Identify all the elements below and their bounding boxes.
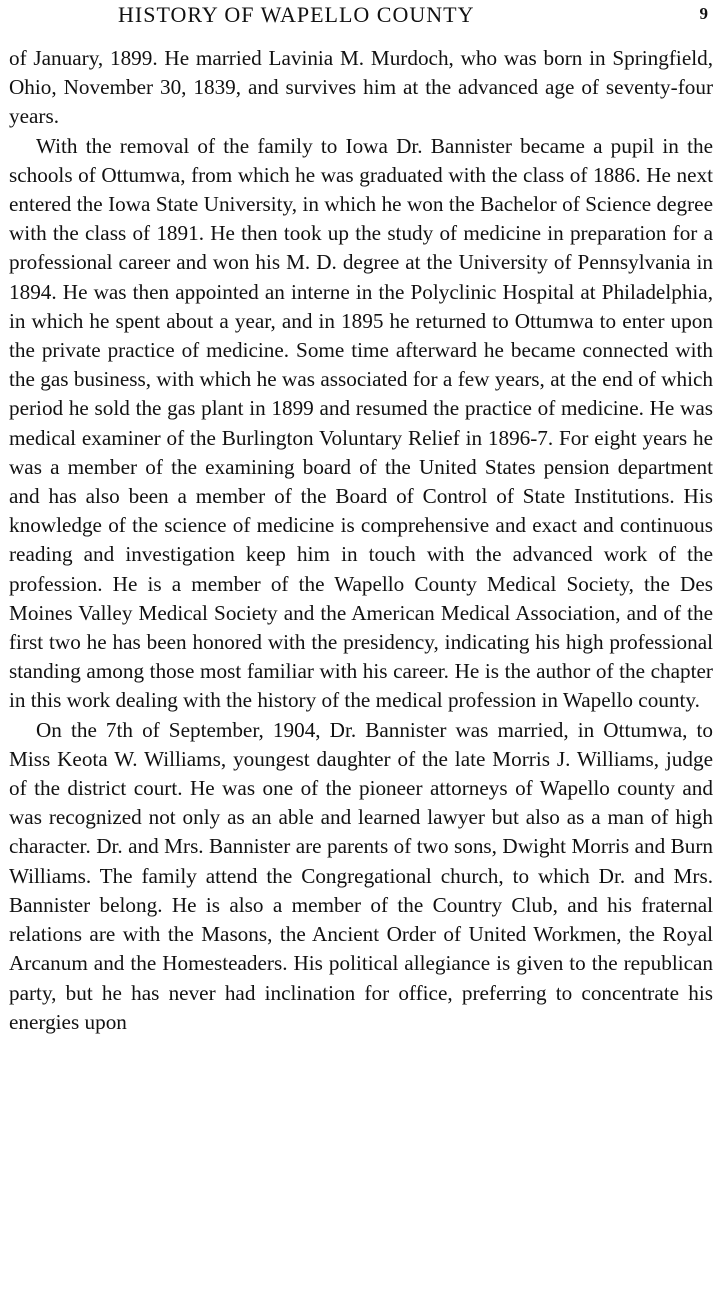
running-title: HISTORY OF WAPELLO COUNTY [118,2,475,27]
body-text [9,44,713,1037]
paragraph-marriage-family: On the 7th of September, 1904, Dr. Bannister was married, in Ottumwa, to Miss Keota W. Williams, youngest daughter of the late Morris J. Williams, judge of the district court. He was one of the pioneer attorneys of Wapello county and was recognized not only as an able and learned lawyer but also as a man of high character. Dr. and Mrs. Bannister are parents of two sons, Dwight Morris and Burn Williams. The family attend the Congregational church, to which Dr. and Mrs. Bannister belong. He is also a member of the Country Club, and his fraternal relations are with the Masons, the Ancient Order of United Workmen, the Royal Arcanum and the Homesteaders. His political allegiance is given to the republican party, but he has never had inclination for office, preferring to concentrate his energies upon [9,717,713,1034]
paragraph-continuation: of January, 1899. He married Lavinia M. Murdoch, who was born in Springfield, Ohio, November 30, 1839, and survives him at the advanced age of seventy-four years. [9,46,713,129]
running-head [0,2,722,32]
paragraph-education-career: With the removal of the family to Iowa Dr. Bannister became a pupil in the schools of Ottumwa, from which he was graduated with the class of 1886. He next entered the Iowa State University, in which he won the Bachelor of Science degree with the class of 1891. He then took up the study of medicine in preparation for a professional career and won his M. D. degree at the University of Pennsylvania in 1894. He was then appointed an interne in the Polyclinic Hospital at Philadelphia, in which he spent about a year, and in 1895 he returned to Ottumwa to enter upon the private practice of medicine. Some time afterward he became connected with the gas business, with which he was associated for a few years, at the end of which period he sold the gas plant in 1899 and resumed the practice of medicine. He was medical examiner of the Burlington Voluntary Relief in 1896-7. For eight years he was a member of the examining board of the United States pension department and has also been a member of the Board of Control of State Institutions. His knowledge of the science of medicine is comprehensive and exact and continuous reading and investigation keep him in touch with the advanced work of the profession. He is a member of the Wapello County Medical Society, the Des Moines Valley Medical Society and the American Medical Association, and of the first two he has been honored with the presidency, indicating his high professional standing among those most familiar with his career. He is the author of the chapter in this work dealing with the history of the medical profession in Wapello county. [9,133,713,713]
page-number: 9 [699,4,708,23]
